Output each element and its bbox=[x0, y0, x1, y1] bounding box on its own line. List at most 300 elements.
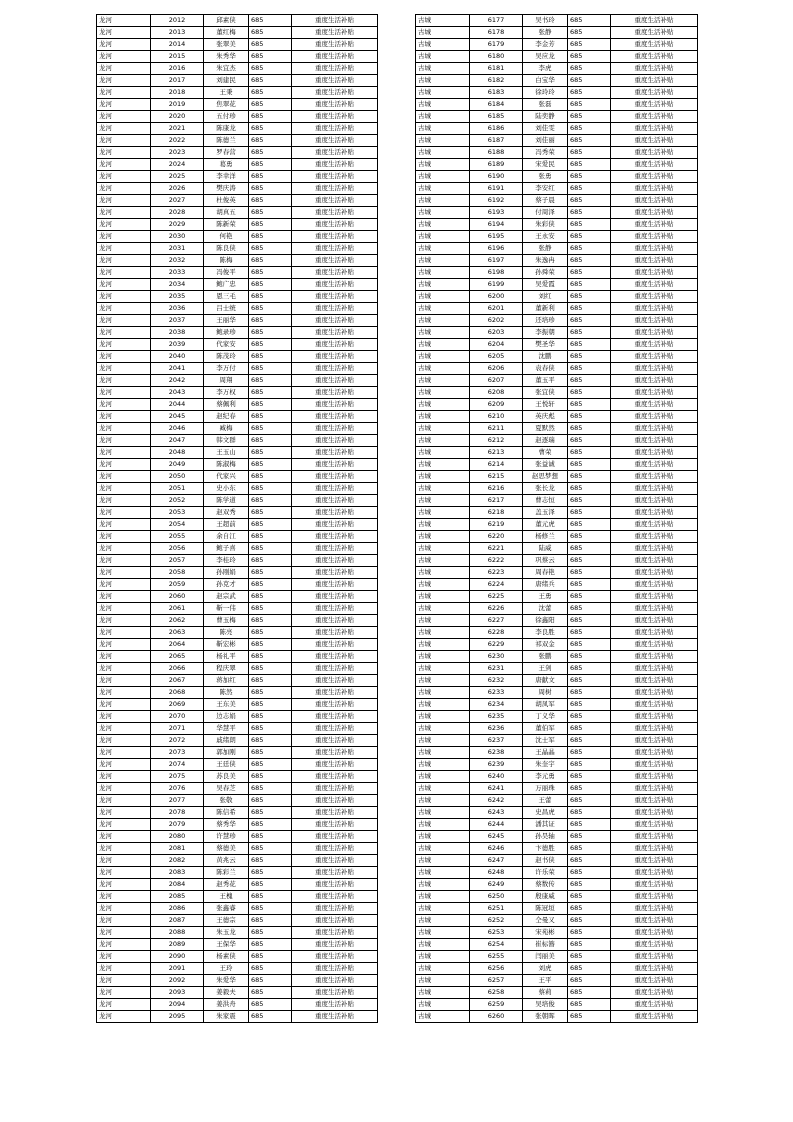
cell-item: 重度生活补贴 bbox=[292, 867, 378, 879]
cell-area: 古城 bbox=[416, 399, 470, 411]
cell-area: 龙河 bbox=[97, 363, 151, 375]
cell-item: 重度生活补贴 bbox=[611, 1011, 698, 1023]
cell-area: 龙河 bbox=[97, 135, 151, 147]
cell-amount: 685 bbox=[568, 615, 611, 627]
cell-name: 王勇 bbox=[523, 591, 568, 603]
cell-name: 蔡秀华 bbox=[204, 819, 249, 831]
table-row bbox=[416, 567, 698, 579]
cell-area: 古城 bbox=[416, 903, 470, 915]
cell-number: 6217 bbox=[470, 495, 523, 507]
cell-item: 重度生活补贴 bbox=[292, 183, 378, 195]
cell-area: 龙河 bbox=[97, 939, 151, 951]
cell-item: 重度生活补贴 bbox=[611, 843, 698, 855]
cell-number: 6200 bbox=[470, 291, 523, 303]
cell-area: 古城 bbox=[416, 567, 470, 579]
cell-name: 陆威 bbox=[523, 543, 568, 555]
cell-name: 万丽珠 bbox=[523, 783, 568, 795]
cell-area: 龙河 bbox=[97, 855, 151, 867]
cell-area: 古城 bbox=[416, 387, 470, 399]
cell-amount: 685 bbox=[249, 543, 292, 555]
cell-amount: 685 bbox=[249, 807, 292, 819]
cell-amount: 685 bbox=[249, 255, 292, 267]
cell-item: 重度生活补贴 bbox=[292, 351, 378, 363]
cell-amount: 685 bbox=[249, 411, 292, 423]
cell-area: 古城 bbox=[416, 351, 470, 363]
cell-name: 陈亮 bbox=[204, 627, 249, 639]
cell-area: 龙河 bbox=[97, 987, 151, 999]
cell-number: 2068 bbox=[151, 687, 204, 699]
cell-area: 龙河 bbox=[97, 87, 151, 99]
table-row bbox=[416, 687, 698, 699]
cell-name: 李振朝 bbox=[523, 327, 568, 339]
cell-area: 龙河 bbox=[97, 315, 151, 327]
table-row bbox=[416, 147, 698, 159]
cell-area: 古城 bbox=[416, 927, 470, 939]
cell-number: 2062 bbox=[151, 615, 204, 627]
table-row bbox=[416, 351, 698, 363]
cell-name: 冯俊平 bbox=[204, 267, 249, 279]
cell-amount: 685 bbox=[568, 147, 611, 159]
table-row bbox=[416, 459, 698, 471]
cell-amount: 685 bbox=[249, 363, 292, 375]
cell-name: 张勇 bbox=[523, 171, 568, 183]
cell-name: 祁双金 bbox=[523, 639, 568, 651]
cell-item: 重度生活补贴 bbox=[292, 939, 378, 951]
table-row bbox=[416, 615, 698, 627]
cell-amount: 685 bbox=[249, 735, 292, 747]
cell-amount: 685 bbox=[249, 747, 292, 759]
cell-item: 重度生活补贴 bbox=[292, 879, 378, 891]
table-row bbox=[97, 87, 378, 99]
cell-amount: 685 bbox=[568, 723, 611, 735]
cell-item: 重度生活补贴 bbox=[611, 375, 698, 387]
cell-name: 刘红 bbox=[523, 291, 568, 303]
cell-name: 樊庆涛 bbox=[204, 183, 249, 195]
cell-item: 重度生活补贴 bbox=[292, 735, 378, 747]
cell-area: 古城 bbox=[416, 435, 470, 447]
cell-amount: 685 bbox=[568, 183, 611, 195]
cell-name: 赵秀花 bbox=[204, 879, 249, 891]
cell-amount: 685 bbox=[568, 891, 611, 903]
cell-amount: 685 bbox=[568, 507, 611, 519]
cell-area: 龙河 bbox=[97, 423, 151, 435]
cell-area: 古城 bbox=[416, 783, 470, 795]
table-row bbox=[416, 15, 698, 27]
cell-item: 重度生活补贴 bbox=[292, 975, 378, 987]
cell-number: 6199 bbox=[470, 279, 523, 291]
cell-amount: 685 bbox=[249, 939, 292, 951]
cell-amount: 685 bbox=[249, 195, 292, 207]
cell-amount: 685 bbox=[568, 375, 611, 387]
cell-name: 蔡佩利 bbox=[204, 399, 249, 411]
cell-name: 李万付 bbox=[204, 363, 249, 375]
table-row bbox=[416, 447, 698, 459]
cell-name: 胡凤军 bbox=[523, 699, 568, 711]
cell-name: 赵书侠 bbox=[523, 855, 568, 867]
cell-area: 龙河 bbox=[97, 519, 151, 531]
table-row bbox=[416, 903, 698, 915]
cell-area: 古城 bbox=[416, 735, 470, 747]
cell-item: 重度生活补贴 bbox=[611, 255, 698, 267]
table-row bbox=[416, 411, 698, 423]
cell-area: 古城 bbox=[416, 87, 470, 99]
cell-area: 古城 bbox=[416, 639, 470, 651]
table-row bbox=[97, 159, 378, 171]
cell-item: 重度生活补贴 bbox=[611, 99, 698, 111]
cell-name: 蔡莉 bbox=[523, 987, 568, 999]
table-row bbox=[97, 891, 378, 903]
cell-area: 古城 bbox=[416, 759, 470, 771]
cell-number: 2044 bbox=[151, 399, 204, 411]
cell-name: 王剑 bbox=[523, 663, 568, 675]
cell-name: 刘佳雯 bbox=[523, 123, 568, 135]
cell-item: 重度生活补贴 bbox=[611, 159, 698, 171]
cell-number: 6253 bbox=[470, 927, 523, 939]
cell-amount: 685 bbox=[568, 663, 611, 675]
cell-item: 重度生活补贴 bbox=[611, 735, 698, 747]
cell-item: 重度生活补贴 bbox=[611, 399, 698, 411]
cell-name: 樊圣华 bbox=[523, 339, 568, 351]
table-row bbox=[416, 495, 698, 507]
table-row bbox=[97, 147, 378, 159]
cell-name: 董新利 bbox=[523, 303, 568, 315]
cell-item: 重度生活补贴 bbox=[292, 111, 378, 123]
cell-amount: 685 bbox=[249, 579, 292, 591]
cell-item: 重度生活补贴 bbox=[611, 279, 698, 291]
cell-name: 王保华 bbox=[204, 939, 249, 951]
cell-number: 6246 bbox=[470, 843, 523, 855]
table-row bbox=[97, 1011, 378, 1023]
cell-amount: 685 bbox=[249, 171, 292, 183]
cell-amount: 685 bbox=[249, 495, 292, 507]
cell-number: 2055 bbox=[151, 531, 204, 543]
cell-area: 龙河 bbox=[97, 975, 151, 987]
cell-number: 2060 bbox=[151, 591, 204, 603]
cell-amount: 685 bbox=[249, 963, 292, 975]
cell-item: 重度生活补贴 bbox=[292, 327, 378, 339]
cell-amount: 685 bbox=[249, 447, 292, 459]
cell-area: 古城 bbox=[416, 699, 470, 711]
table-row bbox=[416, 855, 698, 867]
cell-amount: 685 bbox=[568, 15, 611, 27]
cell-name: 王平 bbox=[523, 975, 568, 987]
cell-name: 杨修兰 bbox=[523, 531, 568, 543]
cell-amount: 685 bbox=[568, 735, 611, 747]
table-row bbox=[416, 531, 698, 543]
cell-amount: 685 bbox=[249, 987, 292, 999]
cell-name: 王东美 bbox=[204, 699, 249, 711]
cell-name: 李幸洋 bbox=[204, 171, 249, 183]
cell-item: 重度生活补贴 bbox=[611, 783, 698, 795]
cell-name: 孙舜荣 bbox=[523, 267, 568, 279]
cell-number: 2073 bbox=[151, 747, 204, 759]
cell-area: 古城 bbox=[416, 243, 470, 255]
cell-amount: 685 bbox=[568, 567, 611, 579]
cell-number: 2046 bbox=[151, 423, 204, 435]
table-row bbox=[416, 159, 698, 171]
cell-name: 赵思梦想 bbox=[523, 471, 568, 483]
cell-area: 龙河 bbox=[97, 543, 151, 555]
table-row bbox=[97, 399, 378, 411]
cell-amount: 685 bbox=[568, 555, 611, 567]
cell-name: 靳一伟 bbox=[204, 603, 249, 615]
cell-item: 重度生活补贴 bbox=[292, 135, 378, 147]
cell-item: 重度生活补贴 bbox=[611, 879, 698, 891]
table-row bbox=[416, 891, 698, 903]
table-row bbox=[97, 435, 378, 447]
table-row bbox=[97, 747, 378, 759]
cell-area: 龙河 bbox=[97, 195, 151, 207]
cell-area: 龙河 bbox=[97, 471, 151, 483]
cell-number: 6252 bbox=[470, 915, 523, 927]
cell-number: 2093 bbox=[151, 987, 204, 999]
cell-amount: 685 bbox=[568, 675, 611, 687]
cell-name: 周树 bbox=[523, 687, 568, 699]
cell-amount: 685 bbox=[568, 51, 611, 63]
cell-item: 重度生活补贴 bbox=[611, 807, 698, 819]
cell-amount: 685 bbox=[568, 387, 611, 399]
cell-item: 重度生活补贴 bbox=[611, 243, 698, 255]
cell-item: 重度生活补贴 bbox=[611, 975, 698, 987]
cell-item: 重度生活补贴 bbox=[292, 843, 378, 855]
table-row bbox=[416, 915, 698, 927]
cell-item: 重度生活补贴 bbox=[292, 411, 378, 423]
cell-area: 龙河 bbox=[97, 651, 151, 663]
cell-number: 2030 bbox=[151, 231, 204, 243]
cell-area: 龙河 bbox=[97, 783, 151, 795]
left-table bbox=[96, 14, 378, 1023]
cell-amount: 685 bbox=[249, 507, 292, 519]
cell-name: 宋苑彬 bbox=[523, 927, 568, 939]
cell-amount: 685 bbox=[568, 495, 611, 507]
cell-amount: 685 bbox=[249, 471, 292, 483]
cell-amount: 685 bbox=[249, 231, 292, 243]
cell-number: 2024 bbox=[151, 159, 204, 171]
table-row bbox=[416, 207, 698, 219]
table-row bbox=[416, 927, 698, 939]
cell-area: 古城 bbox=[416, 987, 470, 999]
cell-area: 古城 bbox=[416, 207, 470, 219]
cell-item: 重度生活补贴 bbox=[292, 75, 378, 87]
table-row bbox=[416, 807, 698, 819]
cell-number: 2063 bbox=[151, 627, 204, 639]
cell-number: 2031 bbox=[151, 243, 204, 255]
table-row bbox=[97, 579, 378, 591]
cell-amount: 685 bbox=[249, 147, 292, 159]
cell-amount: 685 bbox=[568, 315, 611, 327]
cell-number: 6225 bbox=[470, 591, 523, 603]
cell-item: 重度生活补贴 bbox=[292, 87, 378, 99]
cell-name: 徐玲玲 bbox=[523, 87, 568, 99]
cell-area: 龙河 bbox=[97, 15, 151, 27]
cell-amount: 685 bbox=[568, 531, 611, 543]
cell-name: 臧梅 bbox=[204, 423, 249, 435]
cell-item: 重度生活补贴 bbox=[611, 423, 698, 435]
cell-item: 重度生活补贴 bbox=[292, 99, 378, 111]
cell-amount: 685 bbox=[568, 351, 611, 363]
cell-area: 古城 bbox=[416, 867, 470, 879]
cell-item: 重度生活补贴 bbox=[611, 87, 698, 99]
cell-name: 郭加刚 bbox=[204, 747, 249, 759]
table-row bbox=[97, 123, 378, 135]
cell-item: 重度生活补贴 bbox=[611, 927, 698, 939]
cell-area: 龙河 bbox=[97, 711, 151, 723]
cell-amount: 685 bbox=[568, 171, 611, 183]
cell-name: 杨素侠 bbox=[204, 951, 249, 963]
table-row bbox=[97, 27, 378, 39]
cell-number: 6198 bbox=[470, 267, 523, 279]
cell-number: 6243 bbox=[470, 807, 523, 819]
cell-item: 重度生活补贴 bbox=[611, 987, 698, 999]
cell-area: 古城 bbox=[416, 63, 470, 75]
table-row bbox=[416, 735, 698, 747]
cell-number: 2038 bbox=[151, 327, 204, 339]
table-row bbox=[416, 255, 698, 267]
cell-name: 夏默然 bbox=[523, 423, 568, 435]
table-row bbox=[416, 879, 698, 891]
cell-amount: 685 bbox=[568, 927, 611, 939]
cell-amount: 685 bbox=[568, 339, 611, 351]
table-row bbox=[416, 471, 698, 483]
cell-amount: 685 bbox=[249, 855, 292, 867]
cell-number: 6177 bbox=[470, 15, 523, 27]
cell-amount: 685 bbox=[568, 327, 611, 339]
cell-name: 殷康威 bbox=[523, 891, 568, 903]
cell-item: 重度生活补贴 bbox=[292, 831, 378, 843]
cell-amount: 685 bbox=[568, 915, 611, 927]
cell-area: 龙河 bbox=[97, 687, 151, 699]
cell-amount: 685 bbox=[568, 999, 611, 1011]
cell-area: 龙河 bbox=[97, 879, 151, 891]
cell-item: 重度生活补贴 bbox=[611, 171, 698, 183]
table-row bbox=[97, 423, 378, 435]
cell-name: 朱家震 bbox=[204, 1011, 249, 1023]
cell-amount: 685 bbox=[249, 771, 292, 783]
cell-name: 还培珍 bbox=[523, 315, 568, 327]
table-row bbox=[97, 51, 378, 63]
table-row bbox=[416, 987, 698, 999]
cell-number: 6254 bbox=[470, 939, 523, 951]
cell-item: 重度生活补贴 bbox=[611, 435, 698, 447]
cell-name: 孙昊轴 bbox=[523, 831, 568, 843]
table-row bbox=[97, 231, 378, 243]
cell-number: 2049 bbox=[151, 459, 204, 471]
cell-amount: 685 bbox=[568, 207, 611, 219]
cell-item: 重度生活补贴 bbox=[611, 51, 698, 63]
cell-number: 2094 bbox=[151, 999, 204, 1011]
cell-area: 古城 bbox=[416, 507, 470, 519]
cell-number: 6181 bbox=[470, 63, 523, 75]
cell-area: 龙河 bbox=[97, 555, 151, 567]
cell-area: 古城 bbox=[416, 519, 470, 531]
cell-name: 王晶晶 bbox=[523, 747, 568, 759]
table-row bbox=[97, 543, 378, 555]
cell-name: 代家兴 bbox=[204, 471, 249, 483]
cell-item: 重度生活补贴 bbox=[611, 795, 698, 807]
cell-number: 2019 bbox=[151, 99, 204, 111]
table-row bbox=[416, 183, 698, 195]
table-row bbox=[416, 267, 698, 279]
cell-number: 6195 bbox=[470, 231, 523, 243]
cell-name: 孙克才 bbox=[204, 579, 249, 591]
cell-area: 龙河 bbox=[97, 603, 151, 615]
cell-item: 重度生活补贴 bbox=[611, 147, 698, 159]
cell-item: 重度生活补贴 bbox=[611, 963, 698, 975]
table-row bbox=[97, 843, 378, 855]
cell-area: 古城 bbox=[416, 675, 470, 687]
cell-item: 重度生活补贴 bbox=[292, 927, 378, 939]
cell-name: 陈新荣 bbox=[204, 219, 249, 231]
cell-number: 2045 bbox=[151, 411, 204, 423]
table-row bbox=[97, 759, 378, 771]
cell-item: 重度生活补贴 bbox=[292, 795, 378, 807]
cell-item: 重度生活补贴 bbox=[292, 675, 378, 687]
table-row bbox=[97, 687, 378, 699]
cell-number: 2021 bbox=[151, 123, 204, 135]
table-row bbox=[97, 375, 378, 387]
cell-amount: 685 bbox=[249, 279, 292, 291]
table-row bbox=[416, 675, 698, 687]
table-row bbox=[97, 567, 378, 579]
cell-name: 陈然 bbox=[204, 687, 249, 699]
cell-number: 2059 bbox=[151, 579, 204, 591]
cell-area: 古城 bbox=[416, 975, 470, 987]
cell-amount: 685 bbox=[568, 951, 611, 963]
cell-item: 重度生活补贴 bbox=[611, 675, 698, 687]
cell-area: 龙河 bbox=[97, 747, 151, 759]
cell-item: 重度生活补贴 bbox=[611, 663, 698, 675]
cell-area: 龙河 bbox=[97, 111, 151, 123]
cell-name: 蔡数传 bbox=[523, 879, 568, 891]
table-row bbox=[416, 375, 698, 387]
cell-item: 重度生活补贴 bbox=[292, 951, 378, 963]
cell-area: 龙河 bbox=[97, 123, 151, 135]
cell-amount: 685 bbox=[568, 423, 611, 435]
table-row bbox=[416, 999, 698, 1011]
cell-area: 古城 bbox=[416, 855, 470, 867]
cell-area: 龙河 bbox=[97, 507, 151, 519]
table-row bbox=[416, 555, 698, 567]
table-row bbox=[416, 711, 698, 723]
cell-item: 重度生活补贴 bbox=[292, 783, 378, 795]
cell-name: 蔡子晨 bbox=[523, 195, 568, 207]
cell-number: 6222 bbox=[470, 555, 523, 567]
cell-name: 史昌虎 bbox=[523, 807, 568, 819]
cell-number: 2036 bbox=[151, 303, 204, 315]
cell-name: 赵宗武 bbox=[204, 591, 249, 603]
cell-number: 6235 bbox=[470, 711, 523, 723]
cell-name: 葛勇 bbox=[204, 159, 249, 171]
cell-area: 龙河 bbox=[97, 591, 151, 603]
cell-item: 重度生活补贴 bbox=[292, 39, 378, 51]
cell-item: 重度生活补贴 bbox=[292, 891, 378, 903]
cell-item: 重度生活补贴 bbox=[292, 627, 378, 639]
cell-number: 2054 bbox=[151, 519, 204, 531]
cell-number: 2076 bbox=[151, 783, 204, 795]
cell-amount: 685 bbox=[249, 879, 292, 891]
cell-area: 古城 bbox=[416, 375, 470, 387]
table-row bbox=[416, 63, 698, 75]
cell-item: 重度生活补贴 bbox=[611, 267, 698, 279]
cell-item: 重度生活补贴 bbox=[292, 387, 378, 399]
cell-name: 董伯军 bbox=[523, 723, 568, 735]
cell-area: 古城 bbox=[416, 459, 470, 471]
cell-area: 古城 bbox=[416, 663, 470, 675]
cell-number: 6186 bbox=[470, 123, 523, 135]
cell-number: 6187 bbox=[470, 135, 523, 147]
table-row bbox=[97, 507, 378, 519]
cell-name: 五付珍 bbox=[204, 111, 249, 123]
